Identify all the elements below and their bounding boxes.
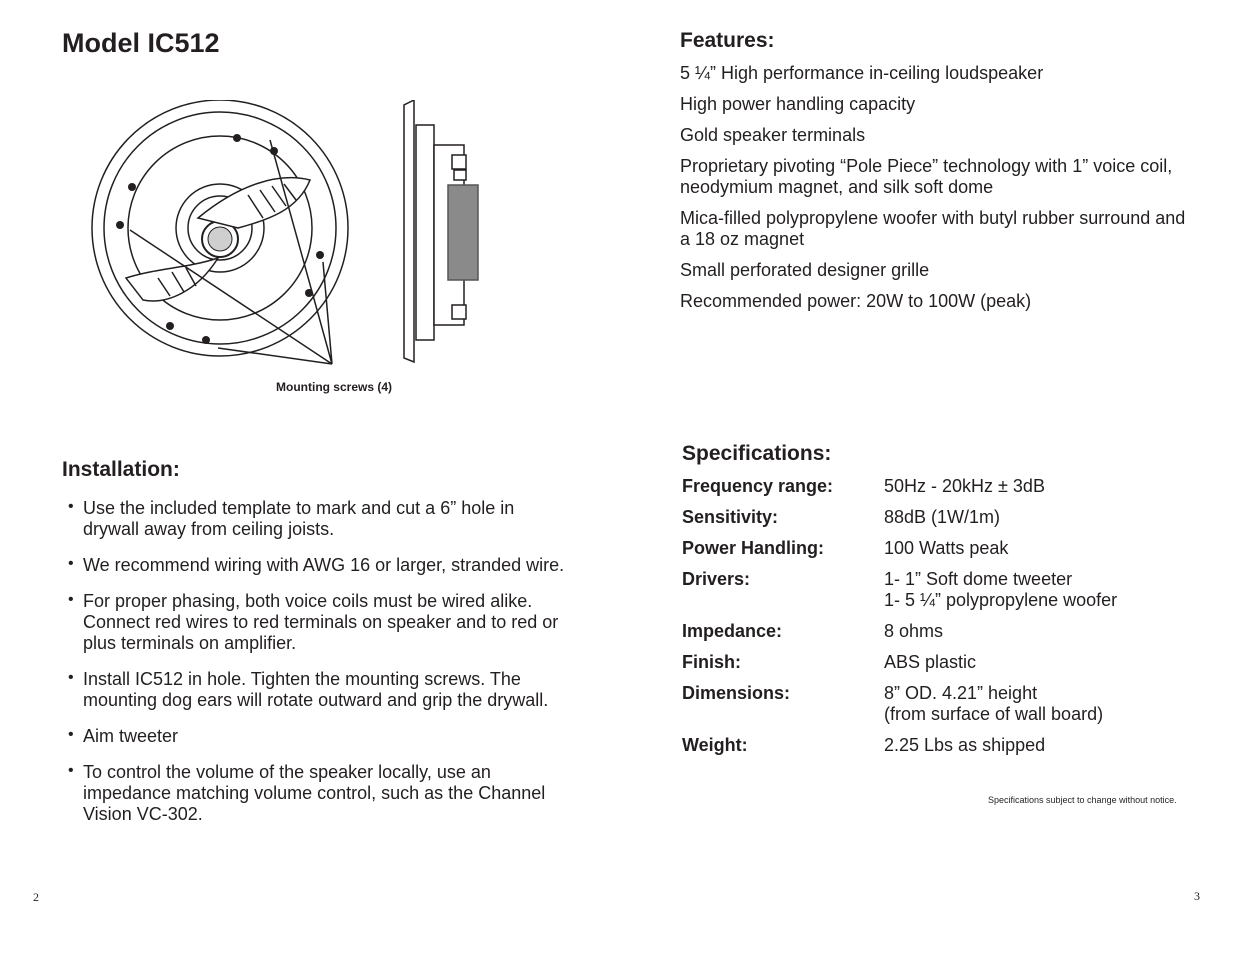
specifications-heading: Specifications: bbox=[682, 442, 832, 465]
installation-list bbox=[66, 498, 566, 840]
installation-item: • For proper phasing, both voice coils must be wired alike. Connect red wires to red terminals on speaker and to red or plus terminals on amplifier. bbox=[68, 591, 559, 653]
feature-item: Mica-filled polypropylene woofer with butyl rubber surround and a 18 oz magnet bbox=[680, 208, 1186, 249]
specifications-note: Specifications subject to change without notice. bbox=[988, 795, 1177, 805]
bullet-icon: • bbox=[68, 669, 74, 686]
feature-item: Proprietary pivoting “Pole Piece” technology with 1” voice coil, neodymium magnet, and silk soft dome bbox=[680, 156, 1173, 197]
installation-heading: Installation: bbox=[62, 458, 180, 481]
spec-row: Sensitivity: 88dB (1W/1m) bbox=[682, 507, 1001, 527]
page-number-left: 2 bbox=[33, 890, 39, 904]
bullet-icon: • bbox=[68, 762, 74, 779]
speaker-diagram bbox=[88, 100, 488, 370]
spec-row: Frequency range: 50Hz - 20kHz ± 3dB bbox=[682, 476, 1045, 496]
installation-item: • Install IC512 in hole. Tighten the mounting screws. The mounting dog ears will rotate outward and grip the drywall. bbox=[68, 669, 549, 710]
diagram-caption: Mounting screws (4) bbox=[276, 380, 393, 394]
feature-item: Gold speaker terminals bbox=[680, 125, 866, 145]
page-number-right: 3 bbox=[1194, 889, 1200, 903]
bullet-icon: • bbox=[68, 726, 74, 743]
installation-item: • To control the volume of the speaker locally, use an impedance matching volume control, such as the Channel Vision VC-302. bbox=[68, 762, 546, 824]
features-list bbox=[680, 63, 1200, 322]
bullet-icon: • bbox=[68, 555, 74, 572]
bullet-icon: • bbox=[68, 498, 74, 515]
spec-row: Impedance: 8 ohms bbox=[682, 621, 944, 641]
installation-item: • Aim tweeter bbox=[68, 726, 179, 746]
bullet-icon: • bbox=[68, 591, 74, 608]
installation-item: • We recommend wiring with AWG 16 or larger, stranded wire. bbox=[68, 555, 565, 575]
spec-row: Dimensions: 8” OD. 4.21” height (from surface of wall board) bbox=[682, 683, 1104, 724]
feature-item: 5 ¼” High performance in-ceiling loudspeaker bbox=[680, 63, 1044, 83]
page-title: Model IC512 bbox=[62, 28, 220, 58]
spec-row: Drivers: 1- 1” Soft dome tweeter 1- 5 ¼” polypropylene woofer bbox=[682, 569, 1118, 610]
spec-row: Weight: 2.25 Lbs as shipped bbox=[682, 735, 1046, 755]
feature-item: Recommended power: 20W to 100W (peak) bbox=[680, 291, 1032, 311]
feature-item: Small perforated designer grille bbox=[680, 260, 930, 280]
specifications-table bbox=[682, 476, 1202, 766]
spec-row: Power Handling: 100 Watts peak bbox=[682, 538, 1009, 558]
installation-item: • Use the included template to mark and cut a 6” hole in drywall away from ceiling joists. bbox=[68, 498, 515, 539]
features-heading: Features: bbox=[680, 29, 775, 52]
feature-item: High power handling capacity bbox=[680, 94, 916, 114]
spec-row: Finish: ABS plastic bbox=[682, 652, 977, 672]
